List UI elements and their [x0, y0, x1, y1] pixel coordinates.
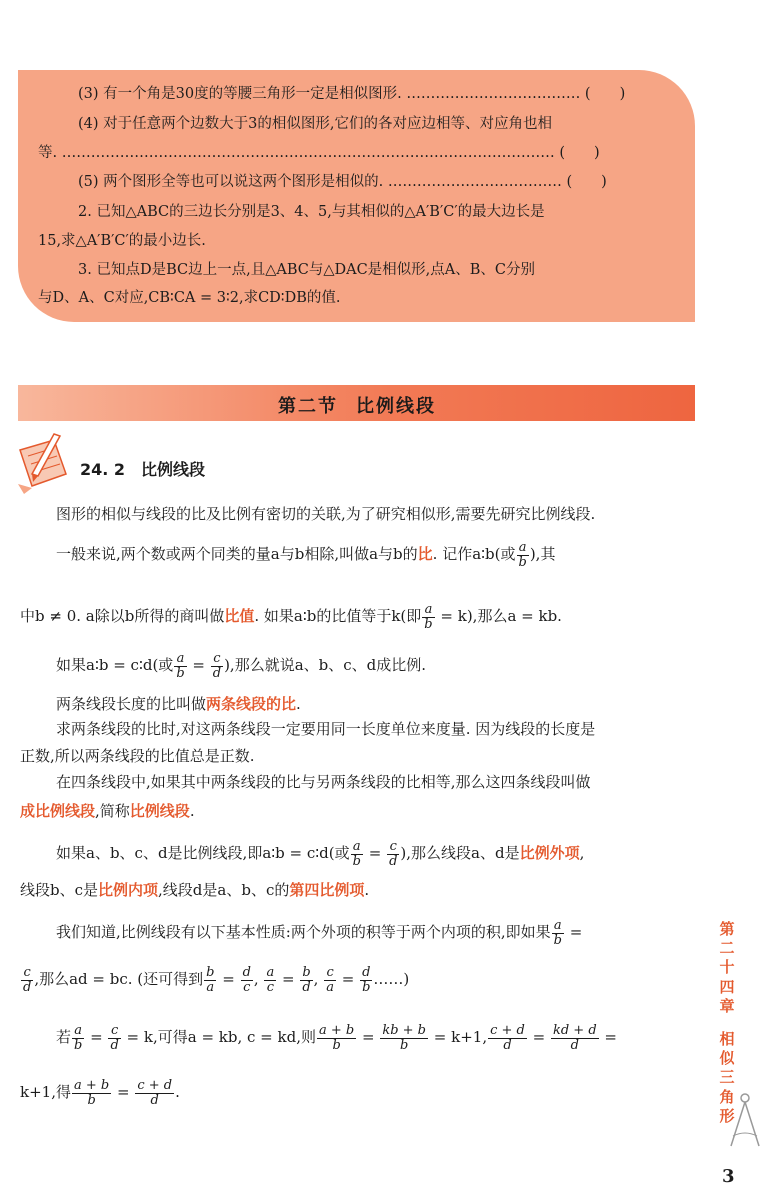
- fraction: $\frac{b}{a}$: [206, 965, 215, 995]
- sidebar-chapter-label: 第 二 十 四 章 相 似 三 角 形: [719, 920, 735, 1125]
- compass-icon: [725, 1090, 765, 1150]
- term-fourth-proportional: 第四比例项: [289, 881, 365, 899]
- term-means: 比例内项: [98, 881, 159, 899]
- exercise-q3: (3) 有一个角是30度的等腰三角形一定是相似图形. ……………………………… ( ): [78, 86, 626, 102]
- body-line-11: 线段b、c是比例内项,线段d是a、b、c的第四比例项.: [20, 881, 370, 899]
- fraction: $\frac{a}{b}$: [553, 918, 562, 948]
- fraction: $\frac{a}{b}$: [518, 540, 527, 570]
- fraction: $\frac{c}{d}$: [110, 1023, 119, 1053]
- body-line-12: 我们知道,比例线段有以下基本性质:两个外项的积等于两个内项的积,即如果 $\frac{a}{b}$ =: [56, 918, 583, 948]
- section-name: 比例线段: [356, 396, 436, 417]
- term-ratio: 比: [417, 545, 433, 564]
- fraction: $\frac{a}{b}$: [176, 651, 185, 681]
- body-line-3: 中b ≠ 0. a除以b所得的商叫做比值. 如果a∶b的比值等于k(即 $\frac{a}{b}$ = k),那么a = kb.: [20, 602, 562, 632]
- section-title: [278, 392, 436, 418]
- body-line-9: 成比例线段,简称比例线段.: [20, 802, 195, 820]
- problem-3-line1: 3. 已知点D是BC边上一点,且△ABC与△DAC是相似形,点A、B、C分别: [78, 262, 536, 278]
- fraction: $\frac{c}{d}$: [212, 651, 222, 681]
- fraction: $\frac{a}{c}$: [266, 965, 275, 995]
- fraction: $\frac{c + d}{d}$: [137, 1078, 173, 1108]
- body-line-10: 如果a、b、c、d是比例线段,即a∶b = c∶d(或 $\frac{a}{b}$ = $\frac{c}{d}$ ),那么线段a、d是比例外项,: [56, 839, 585, 869]
- fraction: $\frac{a}{b}$: [74, 1023, 83, 1053]
- term-proportional-segments: 成比例线段: [20, 802, 96, 820]
- body-line-6: 求两条线段的比时,对这两条线段一定要用同一长度单位来度量. 因为线段的长度是: [56, 720, 596, 738]
- fraction: $\frac{a}{b}$: [352, 839, 361, 869]
- fraction: $\frac{kd + d}{d}$: [552, 1023, 597, 1053]
- body-line-7: 正数,所以两条线段的比值总是正数.: [20, 747, 255, 765]
- subsection-title: 比例线段: [141, 460, 206, 479]
- body-line-4: 如果a∶b = c∶d(或 $\frac{a}{b}$ = $\frac{c}{d}$ ),那么就说a、b、c、d成比例.: [56, 651, 427, 681]
- exercise-q4-line2: 等. ………………………………………………………………………………………… ( ): [38, 145, 600, 161]
- body-line-13: $\frac{c}{d}$ ,那么ad = bc. (还可得到 $\frac{b}{a}$ = $\frac{d}{c}$ , $\frac{a}{c}$ = $\frac{b}{d}$ , $\frac{c}{a}$ = $\frac{d}{b}$ ……): [23, 965, 410, 995]
- fraction: $\frac{a}{b}$: [424, 602, 433, 632]
- body-line-15: k+1,得 $\frac{a + b}{b}$ = $\frac{c + d}{d}$ .: [20, 1078, 180, 1108]
- fraction: $\frac{a + b}{b}$: [318, 1023, 355, 1053]
- problem-2-line2: 15,求△A′B′C′的最小边长.: [38, 233, 206, 249]
- term-proportion-segments: 比例线段: [129, 802, 190, 820]
- subsection-heading: [80, 457, 205, 480]
- fraction: $\frac{c}{a}$: [326, 965, 334, 995]
- term-ratio-value: 比值: [224, 607, 255, 626]
- fraction: $\frac{c}{d}$: [23, 965, 32, 995]
- section-header: [18, 385, 695, 421]
- fraction: $\frac{kb + b}{b}$: [382, 1023, 427, 1053]
- exercise-q5: (5) 两个图形全等也可以说这两个图形是相似的. ……………………………… ( ): [78, 174, 607, 190]
- term-segment-ratio: 两条线段的比: [206, 695, 297, 713]
- section-label: 第二节: [278, 396, 338, 417]
- fraction: $\frac{a + b}{b}$: [73, 1078, 110, 1108]
- page-number: 3: [722, 1166, 735, 1187]
- subsection-number: 24. 2: [80, 460, 126, 479]
- body-line-14: 若 $\frac{a}{b}$ = $\frac{c}{d}$ = k,可得a = kb, c = kd,则 $\frac{a + b}{b}$ = $\frac{kb + b}{b}$ = k+1, $\frac{c + d}{d}$ = $\frac{kd + d}{d}$ =: [56, 1023, 617, 1053]
- fraction: $\frac{d}{c}$: [242, 965, 251, 995]
- fraction: $\frac{b}{d}$: [302, 965, 311, 995]
- fraction: $\frac{d}{b}$: [362, 965, 371, 995]
- problem-3-line2: 与D、A、C对应,CB∶CA = 3∶2,求CD∶DB的值.: [38, 290, 341, 306]
- body-line-1: 图形的相似与线段的比及比例有密切的关联,为了研究相似形,需要先研究比例线段.: [56, 505, 596, 523]
- exercise-q4-line1: (4) 对于任意两个边数大于3的相似图形,它们的各对应边相等、对应角也相: [78, 116, 552, 132]
- fraction: $\frac{c + d}{d}$: [490, 1023, 525, 1053]
- body-line-8: 在四条线段中,如果其中两条线段的比与另两条线段的比相等,那么这四条线段叫做: [56, 773, 591, 791]
- term-extremes: 比例外项: [519, 844, 580, 863]
- problem-2-line1: 2. 已知△ABC的三边长分别是3、4、5,与其相似的△A′B′C′的最大边长是: [78, 204, 545, 220]
- notebook-pencil-icon: [14, 432, 76, 498]
- body-line-2: 一般来说,两个数或两个同类的量a与b相除,叫做a与b的比. 记作a∶b(或 $\frac{a}{b}$ ),其: [56, 540, 556, 570]
- fraction: $\frac{c}{d}$: [389, 839, 398, 869]
- body-line-5: 两条线段长度的比叫做两条线段的比.: [56, 695, 301, 713]
- exercise-box: [18, 70, 695, 322]
